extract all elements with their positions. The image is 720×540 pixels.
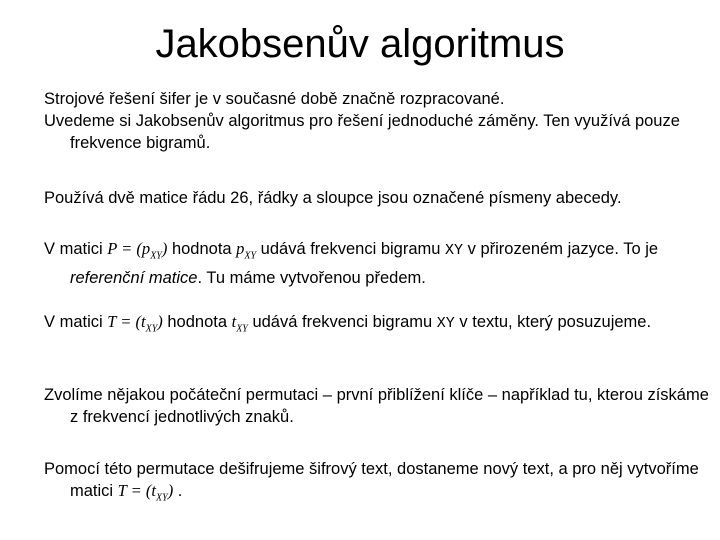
text: V matici xyxy=(44,240,108,258)
slide-title: Jakobsenův algoritmus xyxy=(155,22,565,66)
bigram-code: XY xyxy=(436,315,455,332)
math-matrix-t: $T = (t_{XY})$ xyxy=(117,481,174,504)
text: V matici xyxy=(44,313,108,331)
text: Pomocí této permutace dešifrujeme šifrový text, dostaneme nový text, a pro něj vytvoříme matici xyxy=(44,460,699,500)
text: udává frekvenci bigramu xyxy=(247,313,437,331)
text: v přirozeném jazyce. To je xyxy=(463,240,659,258)
paragraph-text-matrix xyxy=(44,311,720,340)
text: . xyxy=(173,482,183,500)
paragraph-decryption xyxy=(44,458,720,509)
text: udává frekvenci bigramu xyxy=(256,240,446,258)
text: . Tu máme vytvořenou předem. xyxy=(197,269,426,288)
paragraph-matrices: Používá dvě matice řádu 26, řádky a sloupce jsou označené písmeny abecedy. xyxy=(44,189,622,207)
text: v textu, který posuzujeme. xyxy=(454,313,652,331)
intro-line-1: Strojové řešení šifer je v současné době značně rozpracované. xyxy=(44,90,505,108)
math-matrix-p: $P = (p_{XY})$ xyxy=(107,239,168,262)
text: hodnota xyxy=(167,240,237,258)
text: hodnota xyxy=(162,313,232,331)
paragraph-reference-matrix xyxy=(44,238,720,289)
bigram-code: XY xyxy=(445,242,464,259)
math-element-p: $p_{XY}$ xyxy=(236,239,257,262)
math-element-t: $t_{XY}$ xyxy=(231,312,248,335)
paragraph-initial-permutation: Zvolíme nějakou počáteční permutaci – první přiblížení klíče – například tu, kterou získáme z frekvencí jednotlivých znaků. xyxy=(44,386,709,426)
paragraph-intro xyxy=(44,88,720,154)
intro-line-2: Uvedeme si Jakobsenův algoritmus pro řešení jednoduché záměny. Ten využívá pouze frekvence bigramů. xyxy=(44,112,680,152)
emphasis-reference-matrix: referenční matice xyxy=(70,269,198,288)
math-matrix-t: $T = (t_{XY})$ xyxy=(107,312,163,335)
